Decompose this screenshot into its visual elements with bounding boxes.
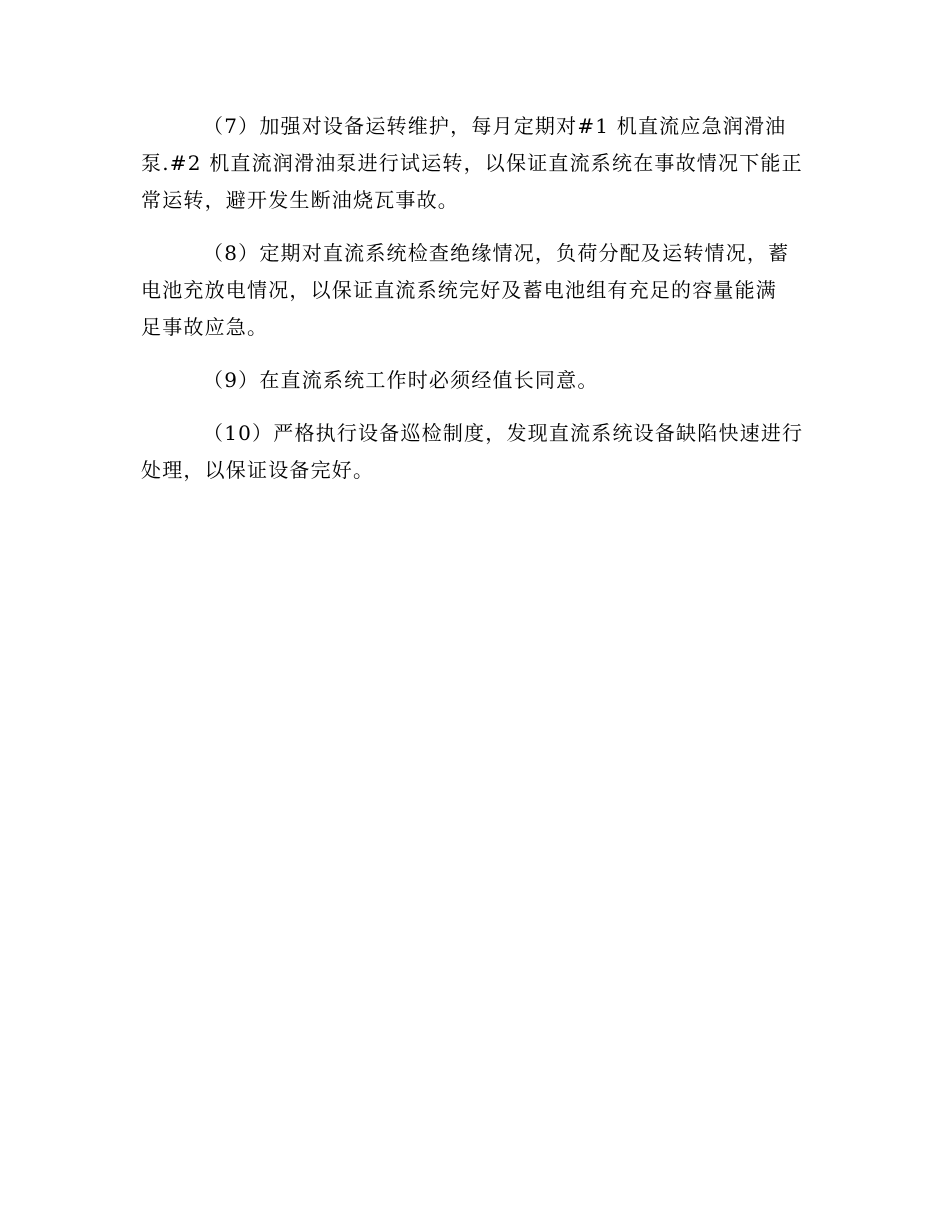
paragraph-item-8	[141, 235, 811, 346]
paragraph-line: 泵.#2 机直流润滑油泵进行试运转，以保证直流系统在事故情况下能正	[141, 151, 803, 175]
paragraph-line: （7）加强对设备运转维护，每月定期对#1 机直流应急润滑油	[203, 114, 787, 138]
paragraph-item-10	[141, 415, 811, 489]
paragraph-line: （10）严格执行设备巡检制度，发现直流系统设备缺陷快速进行	[203, 421, 804, 445]
paragraph-line: 足事故应急。	[141, 315, 269, 339]
paragraph-line: （8）定期对直流系统检查绝缘情况，负荷分配及运转情况，蓄	[203, 241, 790, 265]
paragraph-line: 常运转，避开发生断油烧瓦事故。	[141, 188, 459, 212]
paragraph-item-7	[141, 108, 811, 219]
document-body	[141, 108, 811, 505]
paragraph-line: （9）在直流系统工作时必须经值长同意。	[203, 368, 599, 392]
paragraph-line: 处理，以保证设备完好。	[141, 458, 375, 482]
paragraph-line: 电池充放电情况，以保证直流系统完好及蓄电池组有充足的容量能满	[141, 278, 777, 302]
paragraph-item-9	[141, 362, 811, 399]
